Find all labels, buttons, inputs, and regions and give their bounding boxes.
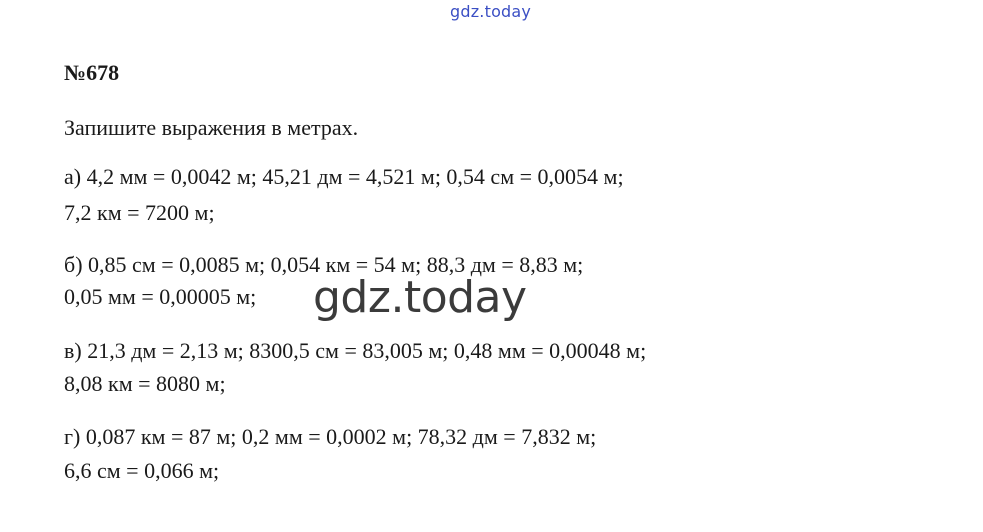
problem-number: №678 bbox=[64, 60, 120, 85]
problem-instruction: Запишите выражения в метрах. bbox=[64, 115, 359, 140]
answer-d-line-1: г) 0,087 км = 87 м; 0,2 мм = 0,0002 м; 78,32 дм = 7,832 м; bbox=[64, 424, 597, 449]
answer-c-line-2: 8,08 км = 8080 м; bbox=[64, 371, 226, 396]
answer-c-line-1: в) 21,3 дм = 2,13 м; 8300,5 см = 83,005 м; 0,48 мм = 0,00048 м; bbox=[64, 338, 647, 363]
watermark-center: gdz.today bbox=[313, 272, 527, 323]
answer-a-line-2: 7,2 км = 7200 м; bbox=[64, 200, 215, 225]
answer-a-line-1: а) 4,2 мм = 0,0042 м; 45,21 дм = 4,521 м; 0,54 см = 0,0054 м; bbox=[64, 164, 624, 189]
answer-d-line-2: 6,6 см = 0,066 м; bbox=[64, 458, 220, 483]
watermark-top: gdz.today bbox=[450, 2, 532, 21]
answer-b-line-2: 0,05 мм = 0,00005 м; bbox=[64, 284, 257, 309]
answer-b-line-1: б) 0,85 см = 0,0085 м; 0,054 км = 54 м; 88,3 дм = 8,83 м; bbox=[64, 252, 584, 277]
